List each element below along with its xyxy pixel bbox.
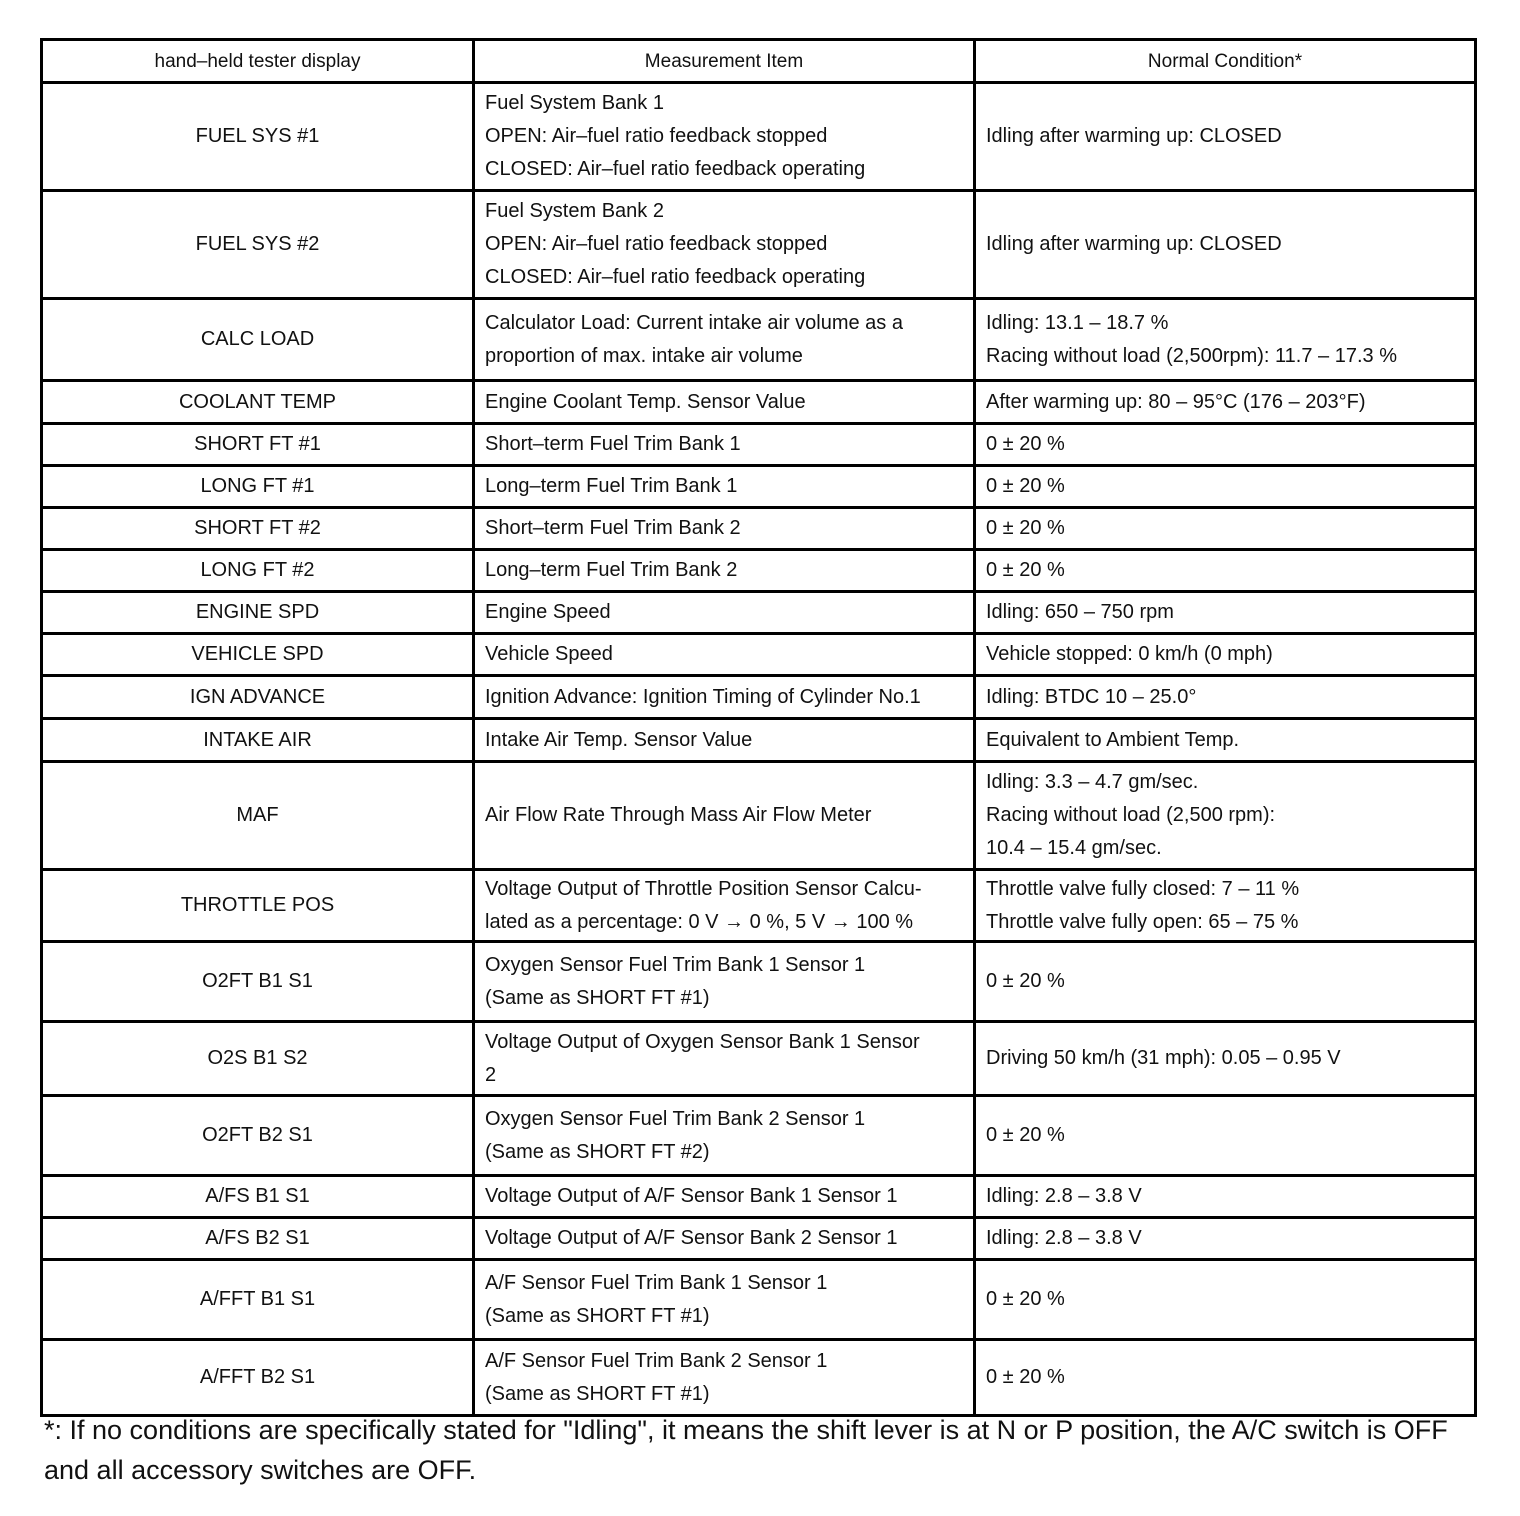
measurement-item-cell [474, 191, 975, 299]
header-row [42, 40, 1476, 83]
measurement-item-line: proportion of max. intake air volume [485, 344, 803, 367]
data-list-document [40, 38, 1474, 1417]
measurement-item-line: Fuel System Bank 2 [485, 200, 664, 222]
tester-display-cell: VEHICLE SPD [42, 634, 474, 676]
measurement-item-line: Short–term Fuel Trim Bank 1 [485, 433, 741, 455]
measurement-item-cell [474, 592, 975, 634]
measurement-item-line: Vehicle Speed [485, 643, 613, 665]
normal-condition-line: 0 ± 20 % [986, 517, 1065, 539]
measurement-item-cell [474, 424, 975, 466]
normal-condition-cell [975, 299, 1476, 381]
measurement-item-line: CLOSED: Air–fuel ratio feedback operating [485, 266, 866, 288]
tester-display-cell: CALC LOAD [42, 299, 474, 381]
tester-display-cell: FUEL SYS #2 [42, 191, 474, 299]
normal-condition-cell [975, 1176, 1476, 1218]
normal-condition-line: Idling: 650 – 750 rpm [986, 601, 1174, 623]
table-row [42, 1218, 1476, 1260]
measurement-item-line: 2 [485, 1063, 497, 1086]
measurement-item-line: OPEN: Air–fuel ratio feedback stopped [485, 125, 828, 147]
table-row [42, 299, 1476, 381]
measurement-item-cell [474, 83, 975, 191]
measurement-item-line: Short–term Fuel Trim Bank 2 [485, 517, 741, 539]
measurement-item-cell [474, 942, 975, 1022]
table-row [42, 676, 1476, 719]
normal-condition-line: Throttle valve fully open: 65 – 75 % [986, 910, 1299, 933]
normal-condition-cell [975, 1340, 1476, 1416]
normal-condition-cell [975, 83, 1476, 191]
measurement-item-line: Oxygen Sensor Fuel Trim Bank 1 Sensor 1 [485, 953, 866, 976]
measurement-item-line: (Same as SHORT FT #2) [485, 1140, 710, 1163]
normal-condition-line: After warming up: 80 – 95°C (176 – 203°F) [986, 390, 1366, 413]
table-row [42, 508, 1476, 550]
normal-condition-line: Idling: 2.8 – 3.8 V [986, 1185, 1142, 1207]
measurement-item-line: Ignition Advance: Ignition Timing of Cylinder No.1 [485, 685, 921, 708]
tester-display-cell: A/FFT B1 S1 [42, 1260, 474, 1340]
measurement-item-cell [474, 299, 975, 381]
measurement-item-line: Voltage Output of A/F Sensor Bank 1 Sensor 1 [485, 1185, 898, 1207]
tester-display-cell: IGN ADVANCE [42, 676, 474, 719]
normal-condition-cell [975, 719, 1476, 762]
normal-condition-cell [975, 634, 1476, 676]
measurement-item-cell [474, 1096, 975, 1176]
normal-condition-cell [975, 762, 1476, 870]
table-row [42, 634, 1476, 676]
normal-condition-line: Equivalent to Ambient Temp. [986, 728, 1240, 751]
measurement-item-line: (Same as SHORT FT #1) [485, 986, 710, 1009]
normal-condition-cell [975, 550, 1476, 592]
normal-condition-line: 0 ± 20 % [986, 1366, 1065, 1388]
normal-condition-line: Vehicle stopped: 0 km/h (0 mph) [986, 643, 1273, 665]
normal-condition-cell [975, 1096, 1476, 1176]
measurement-item-line: Long–term Fuel Trim Bank 1 [485, 475, 738, 497]
measurement-item-cell [474, 762, 975, 870]
table-row [42, 762, 1476, 870]
measurement-item-cell [474, 1340, 975, 1416]
table-row [42, 942, 1476, 1022]
measurement-item-line: Long–term Fuel Trim Bank 2 [485, 559, 738, 581]
measurement-item-cell [474, 676, 975, 719]
measurement-item-line: (Same as SHORT FT #1) [485, 1304, 710, 1327]
measurement-item-line: Engine Speed [485, 601, 611, 623]
tester-display-cell: LONG FT #1 [42, 466, 474, 508]
table-row [42, 191, 1476, 299]
header-measurement-item: Measurement Item [474, 40, 975, 83]
measurement-item-cell [474, 719, 975, 762]
normal-condition-line: 0 ± 20 % [986, 475, 1065, 497]
tester-display-cell: O2S B1 S2 [42, 1022, 474, 1096]
tester-display-cell: INTAKE AIR [42, 719, 474, 762]
table-row [42, 870, 1476, 942]
normal-condition-cell [975, 592, 1476, 634]
measurement-item-line: Oxygen Sensor Fuel Trim Bank 2 Sensor 1 [485, 1107, 866, 1130]
normal-condition-line: Racing without load (2,500 rpm): [986, 804, 1276, 826]
tester-display-cell: ENGINE SPD [42, 592, 474, 634]
measurement-item-line: Intake Air Temp. Sensor Value [485, 728, 753, 751]
normal-condition-cell [975, 1260, 1476, 1340]
measurement-item-line: Voltage Output of Oxygen Sensor Bank 1 Sensor [485, 1030, 920, 1053]
measurement-item-cell [474, 1022, 975, 1096]
measurement-item-line: Air Flow Rate Through Mass Air Flow Meter [485, 804, 872, 826]
table-row [42, 1176, 1476, 1218]
header-normal-condition: Normal Condition* [975, 40, 1476, 83]
measurement-item-cell [474, 508, 975, 550]
measurement-item-cell [474, 1176, 975, 1218]
tester-display-cell: A/FFT B2 S1 [42, 1340, 474, 1416]
normal-condition-line: Idling after warming up: CLOSED [986, 125, 1282, 147]
measurement-item-line: lated as a percentage: 0 V → 0 %, 5 V → 100 % [485, 910, 914, 933]
tester-display-cell: SHORT FT #2 [42, 508, 474, 550]
normal-condition-cell [975, 1218, 1476, 1260]
measurement-item-cell [474, 870, 975, 942]
table-row [42, 424, 1476, 466]
normal-condition-line: Idling: BTDC 10 – 25.0° [986, 685, 1197, 708]
tester-display-cell: A/FS B2 S1 [42, 1218, 474, 1260]
table-row [42, 83, 1476, 191]
tester-display-cell: THROTTLE POS [42, 870, 474, 942]
tester-display-cell: COOLANT TEMP [42, 381, 474, 424]
table-row [42, 1260, 1476, 1340]
normal-condition-line: 0 ± 20 % [986, 970, 1065, 992]
normal-condition-line: Idling after warming up: CLOSED [986, 233, 1282, 255]
normal-condition-cell [975, 424, 1476, 466]
measurement-item-line: Voltage Output of A/F Sensor Bank 2 Sensor 1 [485, 1227, 898, 1249]
measurement-item-line: CLOSED: Air–fuel ratio feedback operating [485, 158, 866, 180]
normal-condition-line: Racing without load (2,500rpm): 11.7 – 17.3 % [986, 344, 1397, 367]
measurement-item-line: A/F Sensor Fuel Trim Bank 2 Sensor 1 [485, 1349, 828, 1372]
normal-condition-line: Driving 50 km/h (31 mph): 0.05 – 0.95 V [986, 1047, 1341, 1069]
tester-display-cell: MAF [42, 762, 474, 870]
tester-display-cell: SHORT FT #1 [42, 424, 474, 466]
normal-condition-line: 0 ± 20 % [986, 433, 1065, 455]
tester-display-cell: LONG FT #2 [42, 550, 474, 592]
normal-condition-cell [975, 870, 1476, 942]
normal-condition-cell [975, 191, 1476, 299]
measurement-item-cell [474, 1218, 975, 1260]
measurement-item-line: (Same as SHORT FT #1) [485, 1382, 710, 1405]
normal-condition-line: Idling: 13.1 – 18.7 % [986, 311, 1169, 334]
tester-display-cell: O2FT B1 S1 [42, 942, 474, 1022]
normal-condition-cell [975, 508, 1476, 550]
table-row [42, 592, 1476, 634]
normal-condition-line: 10.4 – 15.4 gm/sec. [986, 837, 1162, 859]
normal-condition-cell [975, 1022, 1476, 1096]
measurement-item-line: OPEN: Air–fuel ratio feedback stopped [485, 233, 828, 255]
tester-display-cell: A/FS B1 S1 [42, 1176, 474, 1218]
tester-display-cell: FUEL SYS #1 [42, 83, 474, 191]
table-row [42, 381, 1476, 424]
normal-condition-line: Idling: 3.3 – 4.7 gm/sec. [986, 771, 1199, 793]
measurement-item-cell [474, 634, 975, 676]
measurement-item-line: Calculator Load: Current intake air volume as a [485, 311, 903, 334]
measurement-item-line: Voltage Output of Throttle Position Sensor Calcu- [485, 877, 922, 900]
measurement-item-line: A/F Sensor Fuel Trim Bank 1 Sensor 1 [485, 1271, 828, 1294]
table-body [42, 83, 1476, 1416]
normal-condition-cell [975, 942, 1476, 1022]
header-display: hand–held tester display [42, 40, 474, 83]
table-row [42, 1340, 1476, 1416]
measurement-item-cell [474, 550, 975, 592]
normal-condition-line: 0 ± 20 % [986, 559, 1065, 581]
table-row [42, 1022, 1476, 1096]
footnote: *: If no conditions are specifically stated for "Idling", it means the shift lever is at N or P position, the A/C switch is OFF and all accessory switches are OFF. [44, 1415, 1448, 1485]
normal-condition-cell [975, 466, 1476, 508]
measurement-item-line: Fuel System Bank 1 [485, 92, 664, 114]
measurement-item-cell [474, 381, 975, 424]
tester-display-cell: O2FT B2 S1 [42, 1096, 474, 1176]
normal-condition-line: Idling: 2.8 – 3.8 V [986, 1227, 1142, 1249]
measurement-item-line: Engine Coolant Temp. Sensor Value [485, 390, 806, 413]
normal-condition-line: 0 ± 20 % [986, 1124, 1065, 1146]
measurement-item-cell [474, 466, 975, 508]
normal-condition-cell [975, 381, 1476, 424]
data-list-table [40, 38, 1477, 1417]
table-row [42, 1096, 1476, 1176]
measurement-item-cell [474, 1260, 975, 1340]
normal-condition-line: 0 ± 20 % [986, 1288, 1065, 1310]
table-row [42, 550, 1476, 592]
normal-condition-line: Throttle valve fully closed: 7 – 11 % [986, 877, 1300, 900]
table-row [42, 719, 1476, 762]
normal-condition-cell [975, 676, 1476, 719]
table-row [42, 466, 1476, 508]
